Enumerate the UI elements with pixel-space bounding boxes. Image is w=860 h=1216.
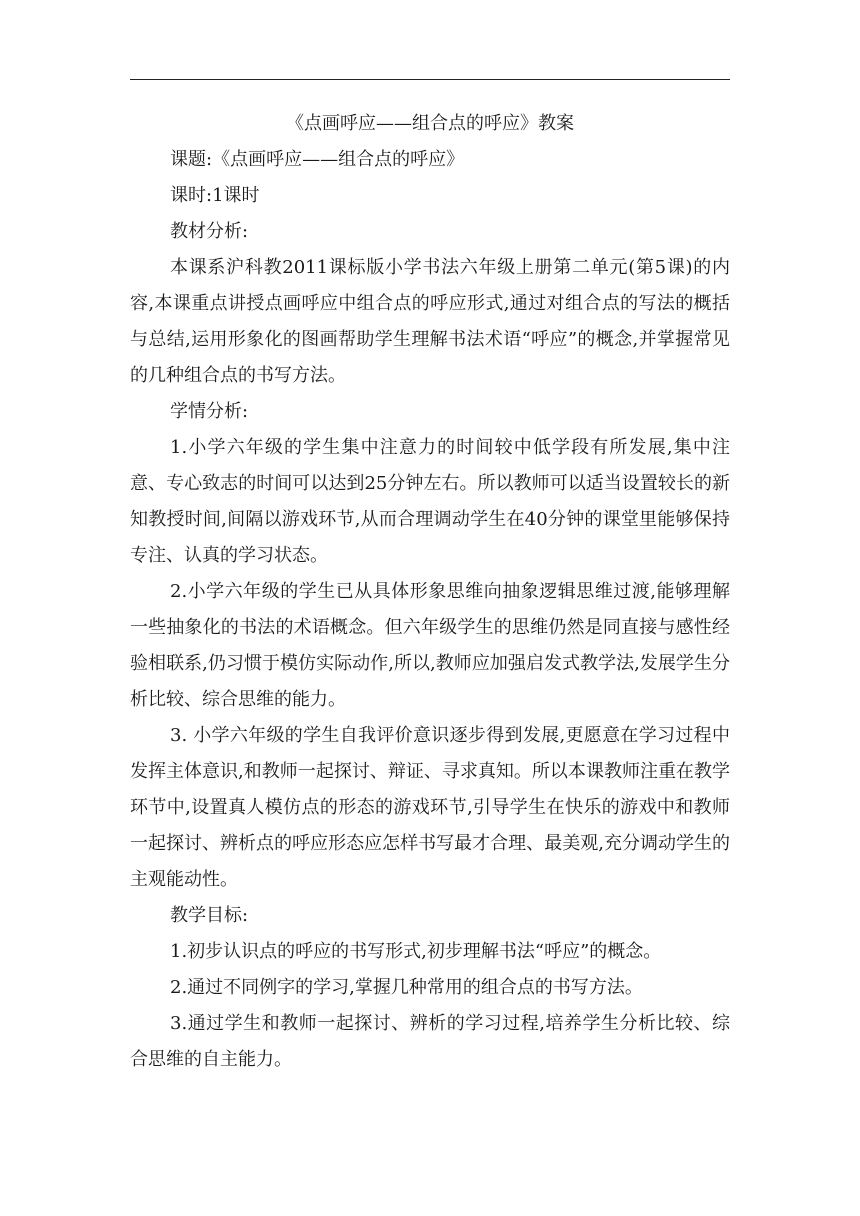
document-body — [130, 106, 730, 1078]
paragraph-goal-1: 1.初步认识点的呼应的书写形式,初步理解书法“呼应”的概念。 — [170, 941, 662, 962]
heading-teaching-goals: 教学目标: — [170, 905, 249, 926]
paragraph-goal-2: 2.通过不同例字的学习,掌握几种常用的组合点的书写方法。 — [170, 977, 643, 998]
paragraph-learner-1: 1.小学六年级的学生集中注意力的时间较中低学段有所发展,集中注意、专心致志的时间可以达到25分钟左右。所以教师可以适当设置较长的新知教授时间,间隔以游戏环节,从而合理调动学生在40分钟的课堂里能够保持专注、认真的学习状态。 — [130, 437, 730, 566]
heading-learner-analysis: 学情分析: — [170, 401, 249, 422]
paragraph-goal-3: 3.通过学生和教师一起探讨、辨析的学习过程,培养学生分析比较、综合思维的自主能力。 — [130, 1013, 730, 1070]
paragraph-learner-2: 2.小学六年级的学生已从具体形象思维向抽象逻辑思维过渡,能够理解一些抽象化的书法的术语概念。但六年级学生的思维仍然是同直接与感性经验相联系,仍习惯于模仿实际动作,所以,教师应加强启发式教学法,发展学生分析比较、综合思维的能力。 — [130, 581, 730, 710]
paragraph-material-analysis: 本课系沪科教2011课标版小学书法六年级上册第二单元(第5课)的内容,本课重点讲授点画呼应中组合点的呼应形式,通过对组合点的写法的概括与总结,运用形象化的图画帮助学生理解书法术语“呼应”的概念,并掌握常见的几种组合点的书写方法。 — [130, 257, 730, 386]
document-title: 《点画呼应——组合点的呼应》教案 — [286, 113, 574, 134]
paragraph-learner-3: 3. 小学六年级的学生自我评价意识逐步得到发展,更愿意在学习过程中发挥主体意识,和教师一起探讨、辩证、寻求真知。所以本课教师注重在教学环节中,设置真人模仿点的形态的游戏环节,引导学生在快乐的游戏中和教师一起探讨、辨析点的呼应形态应怎样书写最才合理、最美观,充分调动学生的主观能动性。 — [130, 725, 730, 890]
paragraph-duration: 课时:1课时 — [170, 185, 260, 206]
paragraph-topic: 课题:《点画呼应——组合点的呼应》 — [170, 149, 465, 170]
heading-material-analysis: 教材分析: — [170, 221, 249, 242]
header-rule — [130, 79, 730, 80]
